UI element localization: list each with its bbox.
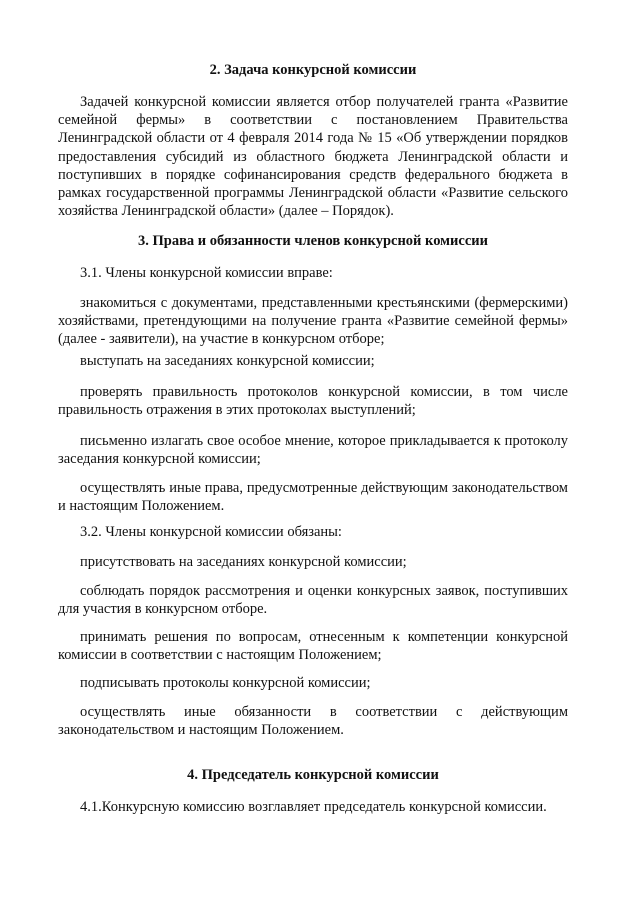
section-3-heading: 3. Права и обязанности членов конкурсной комиссии	[138, 233, 488, 249]
right-item: знакомиться с документами, представленными крестьянскими (фермерскими) хозяйствами, претендующими на получение гранта «Развитие семейной фермы» (далее - заявители), на участие в конкурсном отборе;	[58, 295, 568, 348]
duty-item: присутствовать на заседаниях конкурсной комиссии;	[80, 554, 407, 570]
rights-intro: 3.1. Члены конкурсной комиссии вправе:	[80, 265, 333, 281]
duty-item: осуществлять иные обязанности в соответствии с действующим законодательством и настоящим Положением.	[58, 704, 568, 739]
section-2-paragraph: Задачей конкурсной комиссии является отбор получателей гранта «Развитие семейной фермы» в соответствии с постановлением Правительства Ленинградской области от 4 февраля 2014 года № 15 «Об утверждении порядков предоставления субсидий из областного бюджета Ленинградской области и поступивших в порядке софинансирования средств федерального бюджета в рамках государственной программы Ленинградской области «Развитие сельского хозяйства Ленинградской области» (далее – Порядок).	[58, 94, 568, 220]
section-4-paragraph: 4.1.Конкурсную комиссию возглавляет председатель конкурсной комиссии.	[80, 799, 547, 815]
duties-intro: 3.2. Члены конкурсной комиссии обязаны:	[80, 524, 342, 540]
right-item: выступать на заседаниях конкурсной комиссии;	[80, 353, 375, 369]
right-item: осуществлять иные права, предусмотренные действующим законодательством и настоящим Положением.	[58, 480, 568, 515]
section-4-heading: 4. Председатель конкурсной комиссии	[187, 767, 439, 783]
right-item: письменно излагать свое особое мнение, которое прикладывается к протоколу заседания конкурсной комиссии;	[58, 433, 568, 468]
duty-item: подписывать протоколы конкурсной комиссии;	[80, 675, 371, 691]
duty-item: соблюдать порядок рассмотрения и оценки конкурсных заявок, поступивших для участия в конкурсном отборе.	[58, 583, 568, 618]
duty-item: принимать решения по вопросам, отнесенным к компетенции конкурсной комиссии в соответствии с настоящим Положением;	[58, 629, 568, 664]
section-2-heading: 2. Задача конкурсной комиссии	[209, 62, 417, 78]
right-item: проверять правильность протоколов конкурсной комиссии, в том числе правильность отражения в этих протоколах выступлений;	[58, 384, 568, 419]
